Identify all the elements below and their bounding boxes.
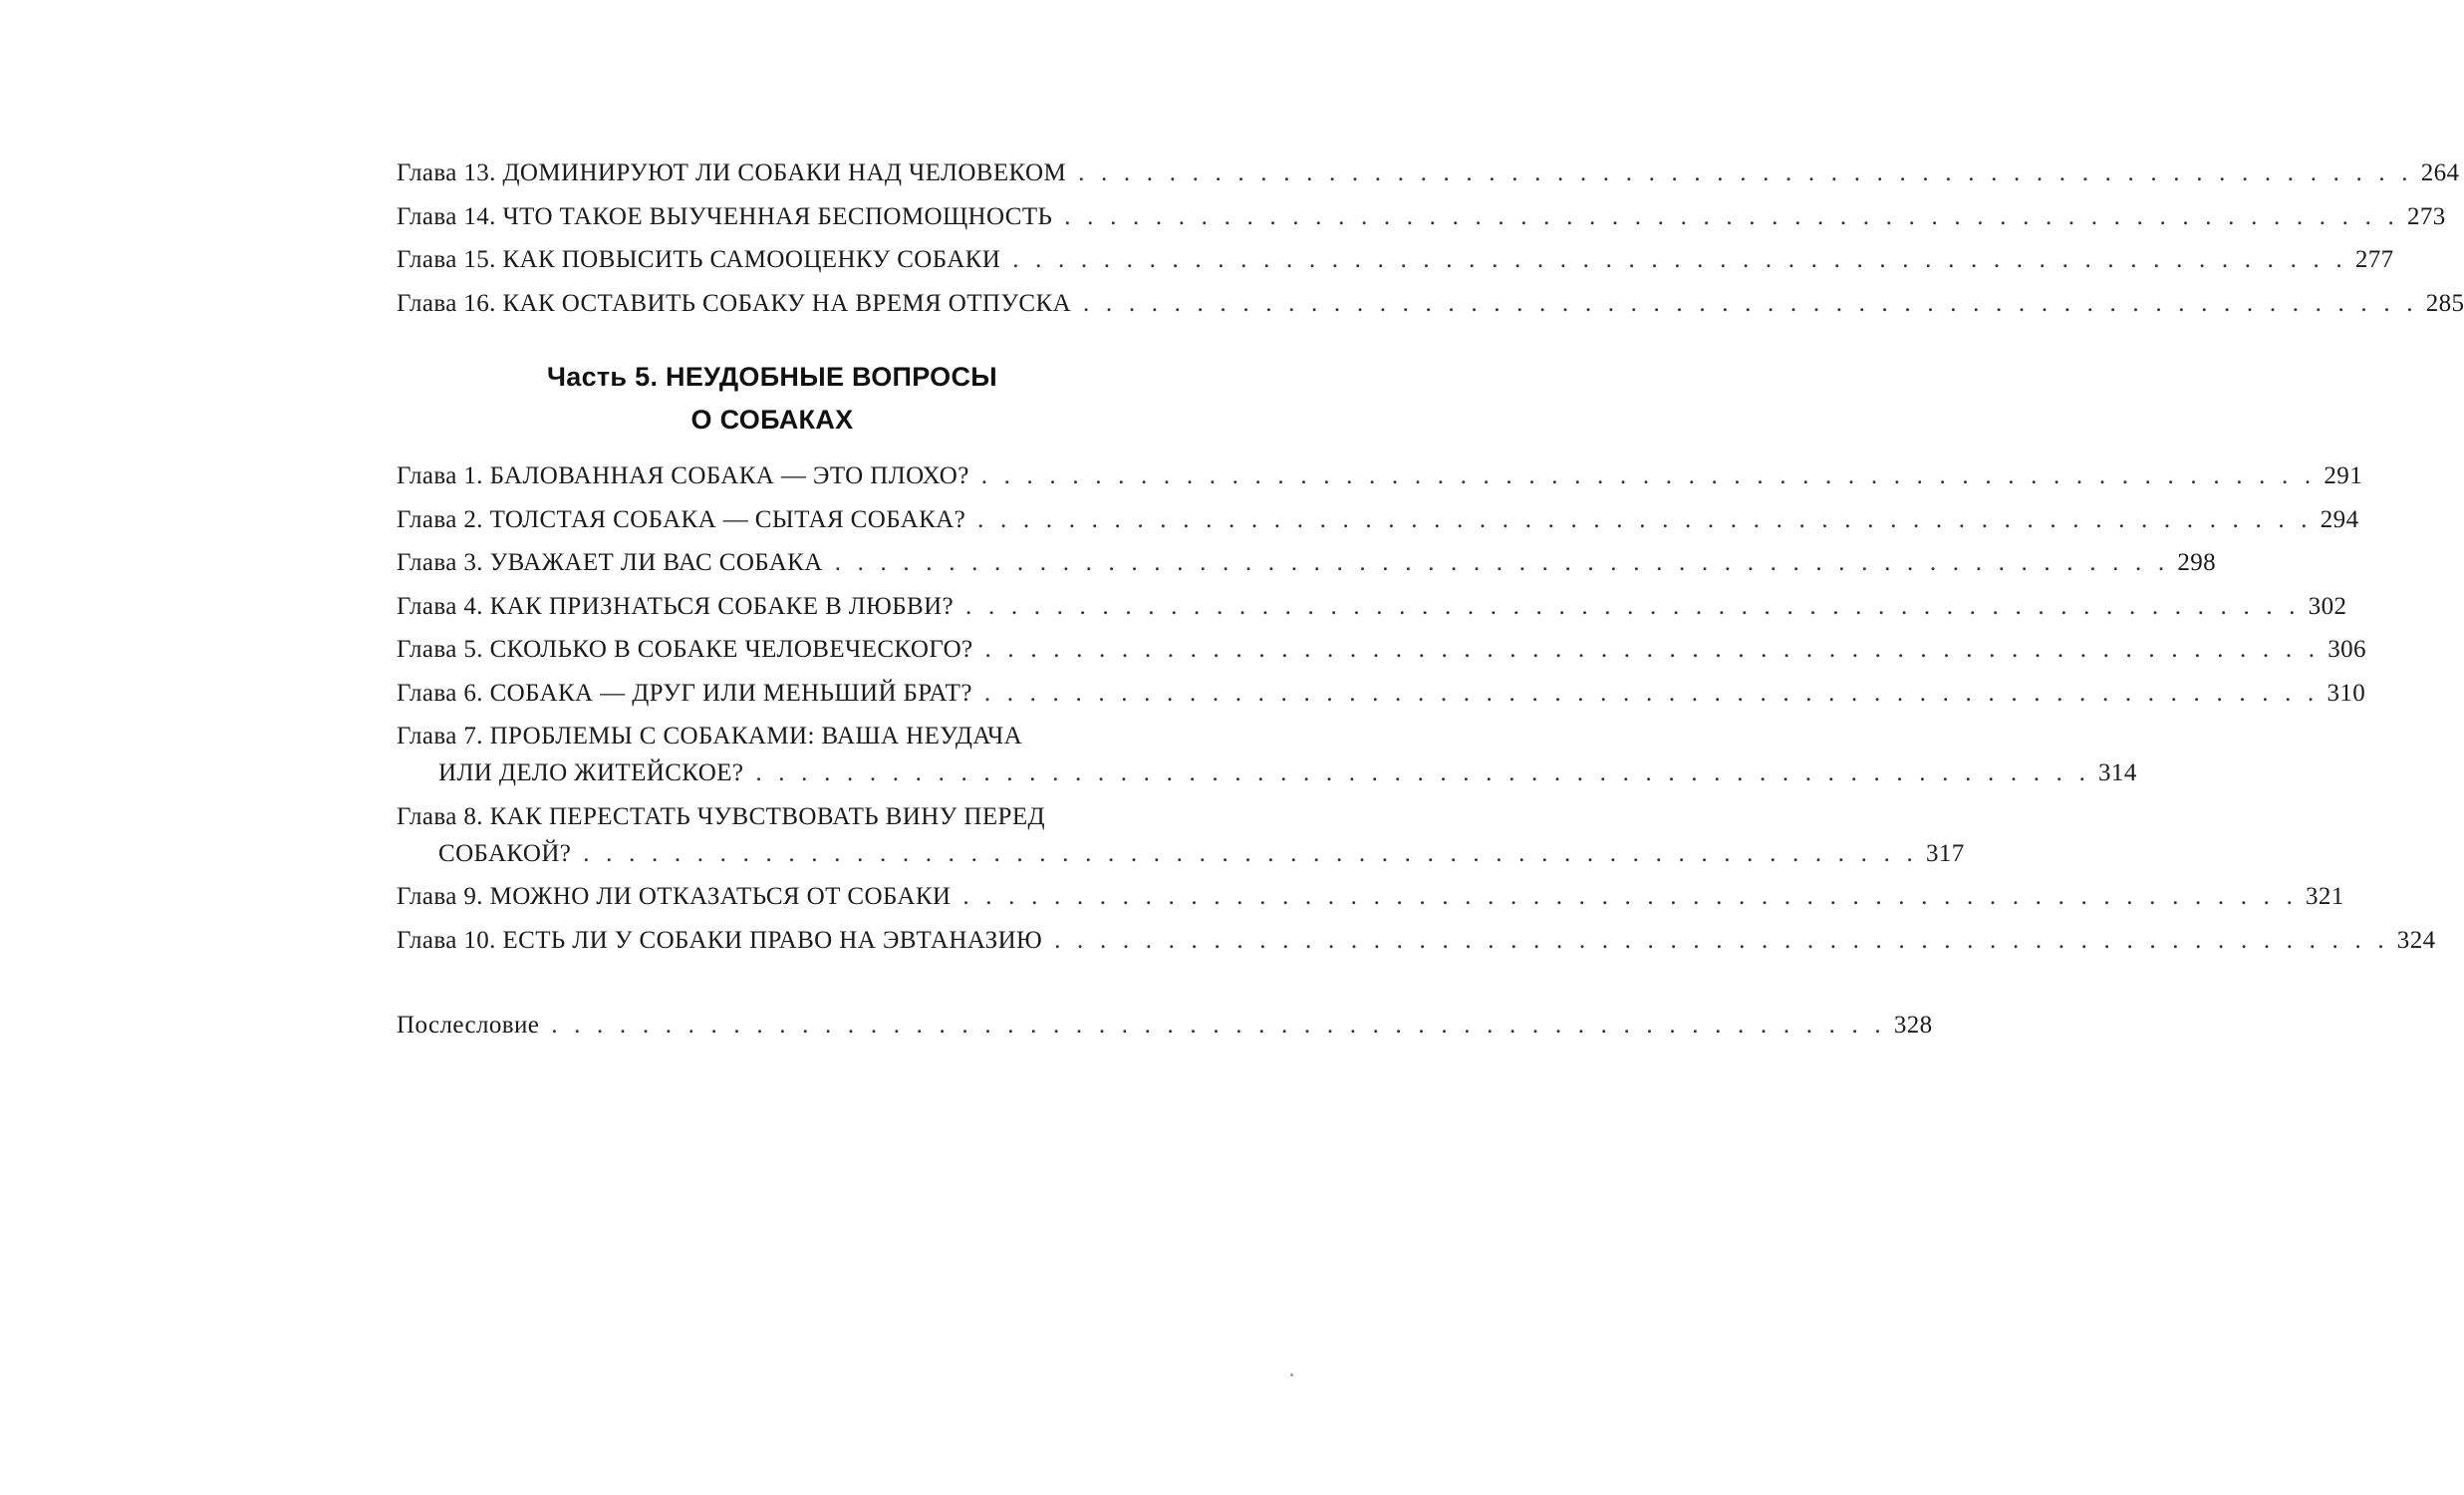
- entry-title: Глава 9. МОЖНО ЛИ ОТКАЗАТЬСЯ ОТ СОБАКИ: [397, 883, 952, 910]
- toc-entry-chapter-16[interactable]: [397, 285, 2464, 329]
- entry-title: Глава 1. БАЛОВАННАЯ СОБАКА — ЭТО ПЛОХО?: [397, 462, 969, 489]
- toc-entry-chapter-5[interactable]: [397, 631, 2366, 675]
- entry-page-number: 298: [2177, 549, 2217, 576]
- entry-title: Глава 2. ТОЛСТАЯ СОБАКА — СЫТАЯ СОБАКА?: [397, 505, 966, 533]
- entry-title: Глава 14. ЧТО ТАКОЕ ВЫУЧЕННАЯ БЕСПОМОЩНОСТЬ: [397, 202, 1053, 230]
- entry-page-number: 321: [2306, 883, 2344, 910]
- dot-leader: . . . . . . . . . . . . . . . . . . . . . . . . . . . . . . . . . . . . . . . . . . . . . . . . . . . . . . . . . . .: [834, 549, 2170, 576]
- toc-entry-afterword[interactable]: [397, 1007, 1933, 1050]
- part-heading-line-1: Часть 5. НЕУДОБНЫЕ ВОПРОСЫ: [547, 362, 997, 392]
- entry-title-line-2: ИЛИ ДЕЛО ЖИТЕЙСКОЕ?: [438, 759, 744, 786]
- entry-page-number: 277: [2354, 246, 2394, 273]
- entry-title: Глава 13. ДОМИНИРУЮТ ЛИ СОБАКИ НАД ЧЕЛОВЕКОМ: [397, 159, 1067, 186]
- entry-page-number: 317: [1925, 839, 1965, 867]
- part-5-heading: [397, 356, 1148, 442]
- part4-chapter-list: [397, 154, 2464, 328]
- entry-title: Глава 10. ЕСТЬ ЛИ У СОБАКИ ПРАВО НА ЭВТАНАЗИЮ: [397, 926, 1043, 954]
- entry-page-number: 324: [2396, 926, 2436, 954]
- entry-page-number: 291: [2324, 462, 2363, 489]
- dot-leader: . . . . . . . . . . . . . . . . . . . . . . . . . . . . . . . . . . . . . . . . . . . . . . . . . . . . . . . . . . .: [755, 759, 2091, 786]
- dot-leader: . . . . . . . . . . . . . . . . . . . . . . . . . . . . . . . . . . . . . . . . . . . . . . . . . . . . . . . . . . .: [983, 679, 2320, 707]
- toc-entry-chapter-13[interactable]: [397, 154, 2460, 198]
- part5-chapter-list: [397, 457, 2436, 965]
- scan-speck: [1290, 1373, 1293, 1376]
- entry-page-number: 302: [2308, 592, 2347, 620]
- entry-title: Глава 6. СОБАКА — ДРУГ ИЛИ МЕНЬШИЙ БРАТ?: [397, 679, 972, 707]
- toc-entry-chapter-3[interactable]: [397, 544, 2217, 588]
- dot-leader: . . . . . . . . . . . . . . . . . . . . . . . . . . . . . . . . . . . . . . . . . . . . . . . . . . . . . . . . . . .: [1078, 159, 2413, 186]
- dot-leader: . . . . . . . . . . . . . . . . . . . . . . . . . . . . . . . . . . . . . . . . . . . . . . . . . . . . . . . . . . .: [1012, 246, 2347, 273]
- entry-title: Глава 15. КАК ПОВЫСИТЬ САМООЦЕНКУ СОБАКИ: [397, 246, 1001, 273]
- toc-entry-chapter-10[interactable]: [397, 922, 2436, 966]
- dot-leader: . . . . . . . . . . . . . . . . . . . . . . . . . . . . . . . . . . . . . . . . . . . . . . . . . . . . . . . . . . .: [583, 839, 1918, 867]
- entry-continuation: [397, 754, 2137, 798]
- toc-entry-chapter-8[interactable]: [397, 798, 1965, 879]
- entry-title: Глава 5. СКОЛЬКО В СОБАКЕ ЧЕЛОВЕЧЕСКОГО?: [397, 636, 973, 663]
- entry-title: Глава 3. УВАЖАЕТ ЛИ ВАС СОБАКА: [397, 549, 823, 576]
- entry-title: Глава 4. КАК ПРИЗНАТЬСЯ СОБАКЕ В ЛЮБВИ?: [397, 592, 955, 620]
- dot-leader: . . . . . . . . . . . . . . . . . . . . . . . . . . . . . . . . . . . . . . . . . . . . . . . . . . . . . . . . . . .: [977, 505, 2313, 533]
- toc-entry-chapter-14[interactable]: [397, 198, 2446, 242]
- toc-entry-chapter-4[interactable]: [397, 588, 2347, 632]
- afterword-list: [397, 1007, 1933, 1050]
- entry-page-number: 306: [2327, 636, 2366, 663]
- entry-page-number: 328: [1893, 1012, 1933, 1039]
- dot-leader: . . . . . . . . . . . . . . . . . . . . . . . . . . . . . . . . . . . . . . . . . . . . . . . . . . . . . . . . . . .: [965, 592, 2301, 620]
- dot-leader: . . . . . . . . . . . . . . . . . . . . . . . . . . . . . . . . . . . . . . . . . . . . . . . . . . . . . . . . . . .: [1083, 289, 2418, 317]
- entry-page-number: 264: [2420, 159, 2460, 186]
- entry-page-number: 314: [2098, 759, 2137, 786]
- entry-page-number: 310: [2327, 679, 2366, 707]
- entry-title: Послесловие: [397, 1012, 540, 1039]
- toc-entry-chapter-9[interactable]: [397, 878, 2344, 922]
- dot-leader: . . . . . . . . . . . . . . . . . . . . . . . . . . . . . . . . . . . . . . . . . . . . . . . . . . . . . . . . . . .: [962, 883, 2299, 910]
- part-heading-line-2: О СОБАКАХ: [690, 405, 854, 435]
- table-of-contents: [397, 154, 2464, 1050]
- entry-title-line-1: Глава 8. КАК ПЕРЕСТАТЬ ЧУВСТВОВАТЬ ВИНУ ПЕРЕД: [397, 802, 1045, 830]
- entry-page-number: 285: [2425, 289, 2464, 317]
- entry-title-line-1: Глава 7. ПРОБЛЕМЫ С СОБАКАМИ: ВАША НЕУДАЧА: [397, 723, 1023, 749]
- entry-page-number: 294: [2320, 505, 2359, 533]
- entry-title-line-2: СОБАКОЙ?: [438, 839, 572, 867]
- dot-leader: . . . . . . . . . . . . . . . . . . . . . . . . . . . . . . . . . . . . . . . . . . . . . . . . . . . . . . . . . . .: [551, 1012, 1886, 1039]
- entry-title: Глава 16. КАК ОСТАВИТЬ СОБАКУ НА ВРЕМЯ ОТПУСКА: [397, 289, 1072, 317]
- toc-entry-chapter-7[interactable]: [397, 718, 2137, 798]
- dot-leader: . . . . . . . . . . . . . . . . . . . . . . . . . . . . . . . . . . . . . . . . . . . . . . . . . . . . . . . . . . .: [980, 462, 2317, 489]
- toc-entry-chapter-6[interactable]: [397, 675, 2366, 719]
- toc-entry-chapter-15[interactable]: [397, 241, 2394, 285]
- toc-entry-chapter-1[interactable]: [397, 457, 2363, 501]
- toc-entry-chapter-2[interactable]: [397, 501, 2359, 545]
- entry-continuation: [397, 835, 1965, 879]
- dot-leader: . . . . . . . . . . . . . . . . . . . . . . . . . . . . . . . . . . . . . . . . . . . . . . . . . . . . . . . . . . .: [984, 636, 2321, 663]
- entry-page-number: 273: [2406, 202, 2446, 230]
- dot-leader: . . . . . . . . . . . . . . . . . . . . . . . . . . . . . . . . . . . . . . . . . . . . . . . . . . . . . . . . . . .: [1064, 202, 2399, 230]
- dot-leader: . . . . . . . . . . . . . . . . . . . . . . . . . . . . . . . . . . . . . . . . . . . . . . . . . . . . . . . . . . .: [1054, 926, 2389, 954]
